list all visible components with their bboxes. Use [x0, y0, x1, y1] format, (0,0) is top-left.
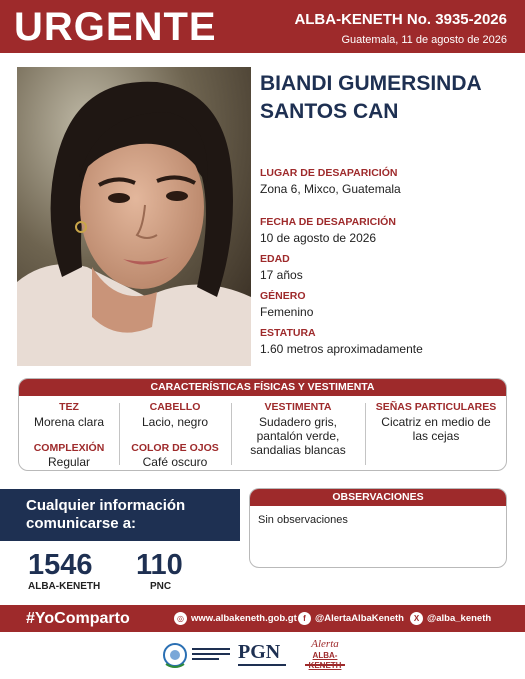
gender-value: Femenino [260, 305, 314, 319]
eye-color-value: Café oscuro [142, 455, 208, 469]
person-name-line1: BIANDI GUMERSINDA [260, 72, 482, 95]
build-value: Regular [47, 455, 91, 469]
x-text: @alba_keneth [427, 613, 492, 624]
missing-person-photo [17, 67, 251, 366]
observations-title: OBSERVACIONES [250, 489, 506, 506]
urgent-title: URGENTE [14, 5, 217, 49]
height-label: ESTATURA [260, 327, 316, 339]
alerta-logo-rule [305, 664, 345, 666]
hashtag: #YoComparto [26, 610, 130, 627]
skin-tone-value: Morena clara [33, 415, 105, 429]
person-name [260, 70, 520, 126]
facebook-text: @AlertaAlbaKeneth [315, 613, 404, 624]
phone-label-pnc: PNC [150, 581, 172, 592]
disappearance-date-label: FECHA DE DESAPARICIÓN [260, 216, 396, 228]
globe-icon: ◎ [174, 612, 187, 625]
alerta-logo-top: Alerta [311, 638, 339, 650]
portrait-illustration [17, 67, 251, 366]
hair-label: CABELLO [149, 401, 201, 413]
disappearance-place-label: LUGAR DE DESAPARICIÓN [260, 167, 398, 179]
phone-label-alba-keneth: ALBA-KENETH [28, 581, 101, 592]
observations-text: Sin observaciones [258, 514, 348, 526]
facebook-icon: f [298, 612, 311, 625]
alert-date: Guatemala, 11 de agosto de 2026 [341, 34, 507, 46]
footer-bar [0, 605, 525, 632]
website-text: www.albakeneth.gob.gt [191, 613, 297, 624]
government-logo-text [192, 648, 230, 664]
contact-line1: Cualquier información [26, 497, 186, 514]
distinguishing-marks-line2: las cejas [412, 429, 460, 443]
facebook-link[interactable] [298, 605, 404, 632]
characteristics-box [18, 378, 507, 471]
contact-banner [0, 489, 240, 541]
header-banner [0, 0, 525, 53]
hair-value: Lacio, negro [141, 415, 209, 429]
distinguishing-marks-line1: Cicatriz en medio de [381, 415, 491, 429]
skin-tone-label: TEZ [59, 401, 79, 413]
website-link[interactable] [174, 605, 297, 632]
contact-line2: comunicarse a: [26, 515, 137, 532]
characteristics-title: CARACTERÍSTICAS FÍSICAS Y VESTIMENTA [19, 379, 506, 396]
guatemala-seal-icon [162, 642, 188, 670]
eye-color-label: COLOR DE OJOS [131, 442, 219, 454]
disappearance-date-value: 10 de agosto de 2026 [260, 231, 377, 245]
build-label: COMPLEXIÓN [33, 442, 105, 454]
x-icon: X [410, 612, 423, 625]
height-value: 1.60 metros aproximadamente [260, 342, 423, 356]
pgn-logo-underline [238, 664, 286, 666]
phone-number-pnc[interactable]: 110 [136, 549, 183, 581]
age-value: 17 años [260, 268, 303, 282]
pgn-logo: PGN [238, 641, 281, 663]
gender-label: GÉNERO [260, 290, 306, 302]
age-label: EDAD [260, 253, 290, 265]
alerta-logo-bottom: ALBA- [312, 651, 338, 660]
sponsor-logos [0, 636, 525, 679]
phone-number-alba-keneth[interactable]: 1546 [28, 549, 93, 581]
clothing-value-line1: Sudadero gris, [258, 415, 338, 429]
distinguishing-marks-label: SEÑAS PARTICULARES [375, 401, 497, 413]
x-link[interactable] [410, 605, 491, 632]
observations-box [249, 488, 507, 568]
clothing-value-line2: pantalón verde, [256, 429, 340, 443]
clothing-label: VESTIMENTA [264, 401, 332, 413]
alert-number: ALBA-KENETH No. 3935-2026 [294, 11, 507, 28]
clothing-value-line3: sandalias blancas [250, 443, 346, 457]
disappearance-place-value: Zona 6, Mixco, Guatemala [260, 182, 401, 196]
person-name-line2: SANTOS CAN [260, 100, 399, 123]
